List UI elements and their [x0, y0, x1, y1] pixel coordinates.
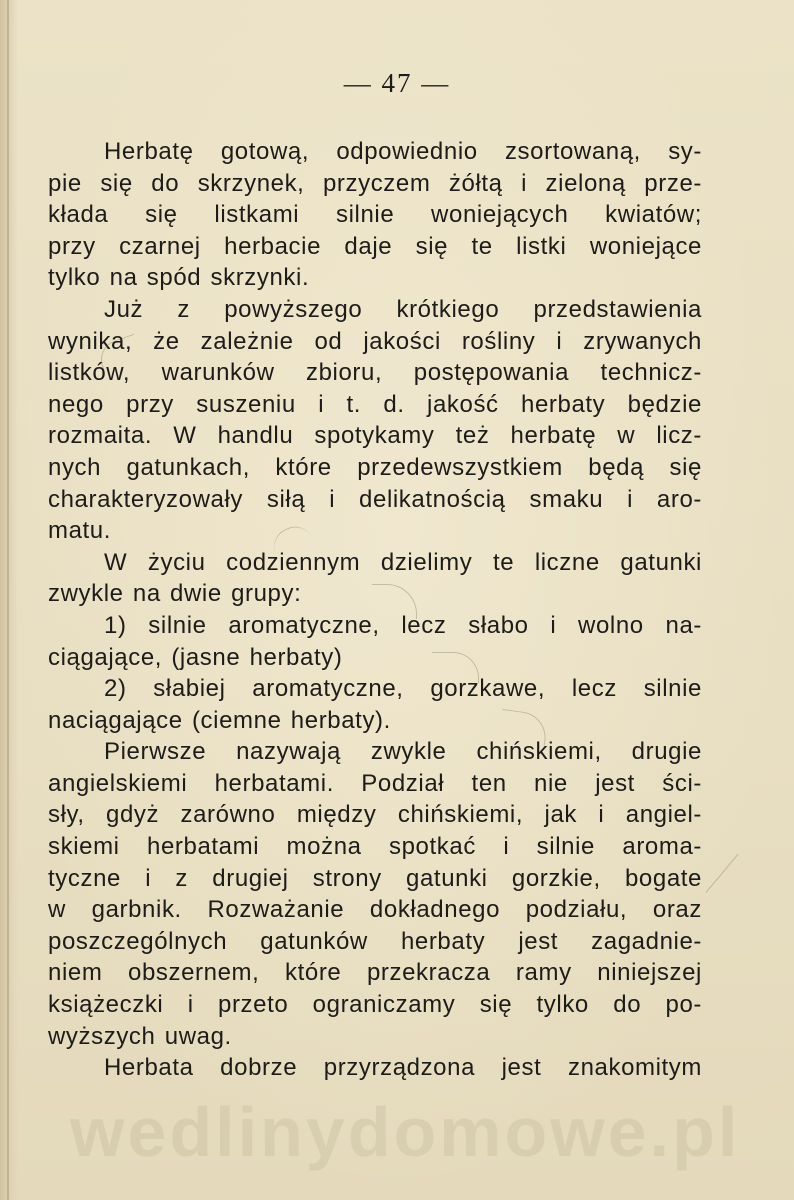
text-line: sły, gdyż zarówno między chińskiemi, jak i angiel-: [48, 801, 702, 829]
text-line: niem obszernem, które przekracza ramy niniejszej: [48, 959, 702, 987]
binding-crease: [7, 0, 9, 1200]
text-line: Już z powyższego krótkiego przedstawienia: [104, 295, 702, 323]
text-line: ciągające, (jasne herbaty): [48, 643, 343, 671]
text-line: skiemi herbatami można spotkać i silnie aroma-: [48, 833, 702, 861]
text-line: przy czarnej herbacie daje się te listki woniejące: [48, 232, 702, 260]
text-line: tylko na spód skrzynki.: [48, 264, 310, 292]
text-line: wynika, że zależnie od jakości rośliny i zrywanych: [48, 327, 702, 355]
text-line: nego przy suszeniu i t. d. jakość herbaty będzie: [48, 390, 702, 418]
text-line: kłada się listkami silnie woniejących kwiatów;: [48, 201, 702, 229]
text-line: Herbatę gotową, odpowiednio zsortowaną, sy-: [104, 138, 702, 165]
text-line: naciągające (ciemne herbaty).: [48, 706, 391, 734]
text-line: W życiu codziennym dzielimy te liczne gatunki: [104, 548, 702, 576]
page-number: — 47 —: [343, 68, 451, 98]
page-binding-edge: [0, 0, 18, 1200]
text-line: Pierwsze nazywają zwykle chińskiemi, drugie: [104, 738, 702, 766]
pencil-mark: [706, 854, 762, 912]
watermark: wedlinydomowe.pl: [70, 1093, 741, 1171]
text-line: pie się do skrzynek, przyczem żółtą i zieloną prze-: [48, 169, 702, 197]
text-line: rozmaita. W handlu spotykamy też herbatę w licz-: [48, 422, 702, 450]
text-line: 1) silnie aromatyczne, lecz słabo i wolno na-: [104, 611, 702, 639]
text-line: Herbata dobrze przyrządzona jest znakomitym: [104, 1054, 702, 1082]
text-line: angielskiemi herbatami. Podział ten nie jest ści-: [48, 769, 702, 797]
text-line: poszczególnych gatunków herbaty jest zagadnie-: [48, 927, 702, 955]
text-line: 2) słabiej aromatyczne, gorzkawe, lecz silnie: [104, 675, 702, 703]
text-line: nych gatunkach, które przedewszystkiem będą się: [48, 453, 702, 481]
text-line: wyższych uwag.: [48, 1022, 232, 1050]
text-line: książeczki i przeto ograniczamy się tylko do po-: [48, 991, 702, 1019]
text-line: zwykle na dwie grupy:: [48, 580, 302, 608]
text-line: charakteryzowały siłą i delikatnością smaku i aro-: [48, 485, 702, 513]
text-line: listków, warunków zbioru, postępowania technicz-: [48, 359, 702, 387]
text-line: matu.: [48, 517, 112, 545]
text-line: w garbnik. Rozważanie dokładnego podziału, oraz: [48, 896, 702, 924]
text-line: tyczne i z drugiej strony gatunki gorzkie, bogate: [48, 864, 702, 892]
